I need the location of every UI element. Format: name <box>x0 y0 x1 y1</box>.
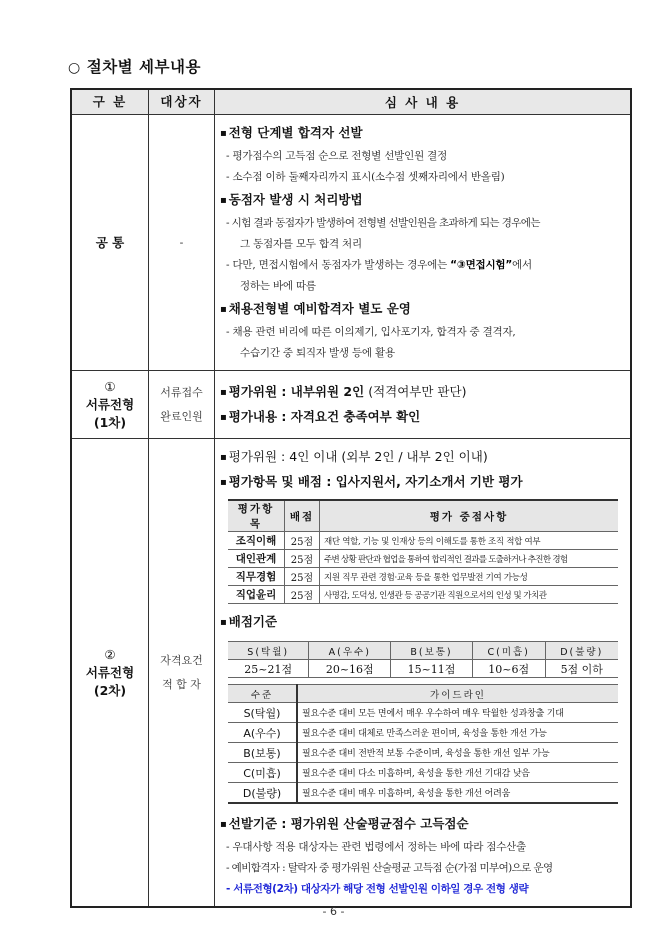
detail-line: - 소수점 이하 둘째자리까지 표시(소수점 셋째자리에서 반올림) <box>226 171 505 183</box>
square-bullet-icon: ▪ <box>220 452 227 463</box>
section-heading: ▪ 평가내용 : 자격요건 충족여부 확인 <box>220 408 421 424</box>
score-table-header: 평가항목 배점 평가 중점사항 <box>228 500 618 532</box>
section-heading: ▪ 배점기준 <box>220 614 278 629</box>
target-doc-screening-2: 자격요건 적 합 자 <box>149 439 215 908</box>
content-common <box>215 115 632 371</box>
score-table-row: 대인관계 25점 주변 상황 판단과 협업을 통하여 합리적인 결과를 도출하거나 추진한 경험 <box>228 550 618 568</box>
target-doc-screening-1: 서류접수 완료인원 <box>149 371 215 439</box>
guideline-table-header: 수준 가이드라인 <box>228 685 618 703</box>
detail-line: - 우대사항 적용 대상자는 관련 법령에서 정하는 바에 따라 점수산출 <box>226 841 527 853</box>
category-common: 공 통 <box>71 115 149 371</box>
procedure-table <box>70 88 632 908</box>
square-bullet-icon: ▪ <box>220 386 227 398</box>
content-doc-screening-2 <box>215 439 632 908</box>
square-bullet-icon: ▪ <box>220 195 227 206</box>
detail-line: 그 동점자를 모두 합격 처리 <box>240 238 362 250</box>
category-doc-screening-1 <box>71 371 149 439</box>
section-heading: ▪ 평가위원 : 4인 이내 (외부 2인 / 내부 2인 이내) <box>220 449 488 464</box>
section-heading: ▪ 평가항목 및 배점 : 입사지원서, 자기소개서 기반 평가 <box>220 474 523 489</box>
guideline-row: A(우수) 필요수준 대비 대체로 만족스러운 편이며, 육성을 통한 개선 가능 <box>228 723 618 743</box>
guideline-row: S(탁월) 필요수준 대비 모든 면에서 매우 우수하여 매우 탁월한 성과창출 기대 <box>228 703 618 723</box>
square-bullet-icon: ▪ <box>220 477 227 488</box>
detail-line: - 평가점수의 고득점 순으로 전형별 선발인원 결정 <box>226 150 448 162</box>
square-bullet-icon: ▪ <box>220 819 227 830</box>
detail-line: 수습기간 중 퇴직자 발생 등에 활용 <box>240 347 395 359</box>
guideline-row: C(미흡) 필요수준 대비 다소 미흡하며, 육성을 통한 개선 기대감 낮음 <box>228 763 618 783</box>
score-table-row: 직업윤리 25점 사명감, 도덕성, 인생관 등 공공기관 직원으로서의 인성 및 가치관 <box>228 586 618 604</box>
table-header-row <box>71 89 631 115</box>
section-heading: ▪ 전형 단계별 합격자 선발 <box>220 125 363 140</box>
detail-line: - 예비합격자 : 탈락자 중 평가위원 산술평균 고득점 순(가점 미부여)으로 운영 <box>226 862 553 874</box>
table-row-doc-screening-1 <box>71 371 631 439</box>
emphasis-interview: “③면접시험” <box>450 259 513 271</box>
page-number: - 6 - <box>322 905 345 918</box>
header-target: 대상자 <box>149 89 215 115</box>
step-number: ② <box>104 646 116 662</box>
header-category: 구 분 <box>71 89 149 115</box>
section-title <box>68 55 201 77</box>
content-doc-screening-1 <box>215 371 632 439</box>
circle-bullet-icon: ○ <box>68 60 81 76</box>
section-heading: ▪ 선발기준 : 평가위원 산술평균점수 고득점순 <box>220 816 469 831</box>
step-name: 서류전형 <box>85 396 135 412</box>
detail-line: - 시험 결과 동점자가 발생하여 전형별 선발인원을 초과하게 되는 경우에는 <box>226 217 540 229</box>
score-table-row: 직무경험 25점 지원 직무 관련 경험·교육 등을 통한 업무발전 기여 가능성 <box>228 568 618 586</box>
table-row-common <box>71 115 631 371</box>
guideline-row: D(불량) 필요수준 대비 매우 미흡하며, 육성을 통한 개선 어려움 <box>228 783 618 804</box>
step-name: 서류전형 <box>85 664 135 680</box>
square-bullet-icon: ▪ <box>220 617 227 628</box>
section-heading: ▪ 동점자 발생 시 처리방법 <box>220 192 363 207</box>
guideline-row: B(보통) 필요수준 대비 전반적 보통 수준이며, 육성을 통한 개선 일부 가능 <box>228 743 618 763</box>
grade-table <box>228 641 618 678</box>
detail-line: - 채용 관련 비리에 따른 이의제기, 입사포기자, 합격자 중 결격자, <box>226 326 516 338</box>
square-bullet-icon: ▪ <box>220 411 227 423</box>
section-title-text: 절차별 세부내용 <box>86 58 201 76</box>
score-table-row: 조직이해 25점 재단 역할, 기능 및 인재상 등의 이해도를 통한 조직 적합 여부 <box>228 532 618 550</box>
square-bullet-icon: ▪ <box>220 128 227 139</box>
grade-table-values: 25~21점 20~16점 15~11점 10~6점 5점 이하 <box>228 660 618 678</box>
square-bullet-icon: ▪ <box>220 304 227 315</box>
score-table <box>228 499 618 604</box>
step-round: (2차) <box>93 682 127 698</box>
grade-table-header: S(탁월) A(우수) B(보통) C(미흡) D(불량) <box>228 642 618 660</box>
section-heading: ▪ 채용전형별 예비합격자 별도 운영 <box>220 301 411 316</box>
step-round: (1차) <box>93 414 127 430</box>
guideline-table <box>228 684 618 804</box>
detail-line: - 다만, 면접시험에서 동점자가 발생하는 경우에는 “③면접시험”에서 <box>226 259 532 271</box>
section-heading: ▪ 평가위원 : 내부위원 2인 (적격여부만 판단) <box>220 383 467 399</box>
detail-line: 정하는 바에 따름 <box>240 280 316 292</box>
table-row-doc-screening-2 <box>71 439 631 908</box>
target-common: - <box>149 115 215 371</box>
step-number: ① <box>104 378 116 394</box>
category-doc-screening-2 <box>71 439 149 908</box>
header-content: 심 사 내 용 <box>215 89 632 115</box>
detail-line-highlight: - 서류전형(2차) 대상자가 해당 전형 선발인원 이하일 경우 전형 생략 <box>226 883 529 895</box>
